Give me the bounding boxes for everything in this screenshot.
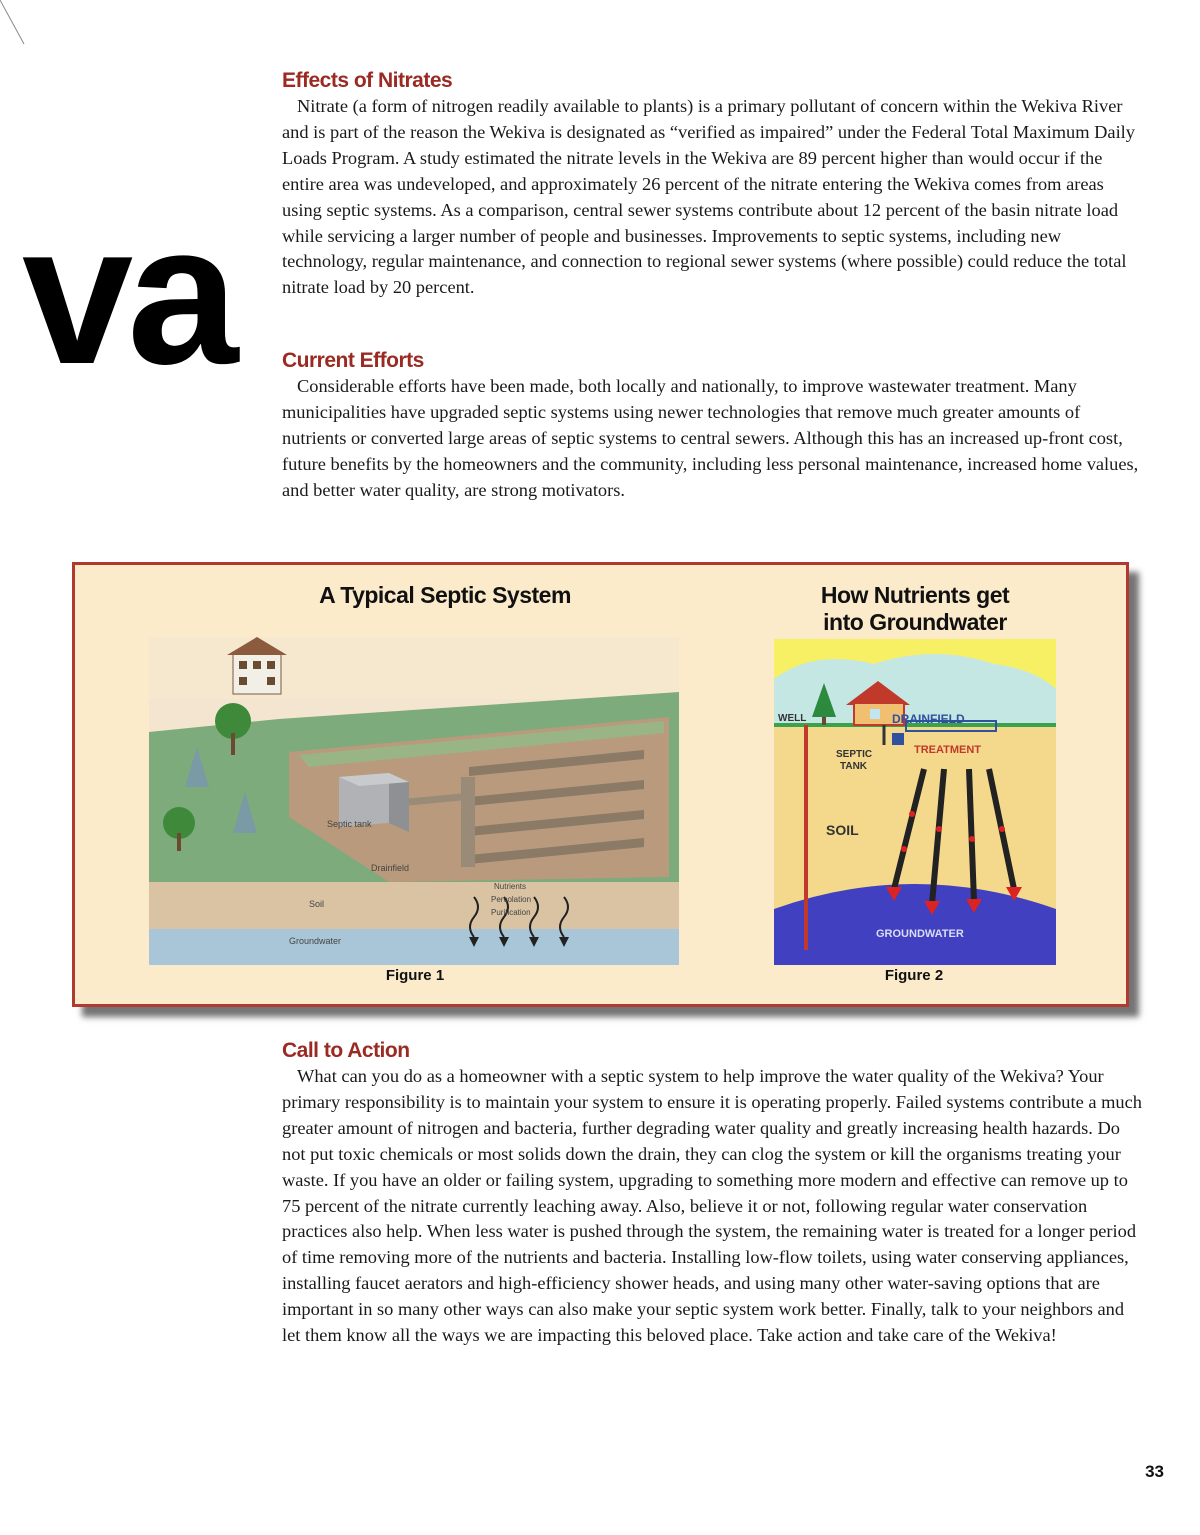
figure-1-title: A Typical Septic System [319, 582, 571, 608]
figure-panel [72, 562, 1129, 1007]
label-groundwater: Groundwater [289, 936, 342, 946]
label-groundwater: GROUNDWATER [876, 928, 964, 940]
heading-call-to-action: Call to Action [282, 1039, 410, 1062]
label-drainfield: DRAINFIELD [892, 712, 965, 726]
paragraph-current-efforts: Considerable efforts have been made, both locally and nationally, to improve wastewater treatment. Many municipalities have upgraded septic systems using newer technologies that remove much greater amounts of nutrients or converted large areas of septic systems to central sewers. Although this has an increased up-front cost, future benefits by the homeowners and the community, including less personal maintenance, increased home values, and better water quality, are strong motivators. [282, 376, 1139, 500]
groundwater-layer [149, 929, 679, 965]
section-effects-of-nitrates [282, 68, 1142, 301]
figure-2-caption: Figure 2 [884, 967, 944, 984]
label-well: WELL [778, 713, 807, 724]
page-number: 33 [1145, 1462, 1164, 1481]
soil-layer [149, 875, 679, 937]
label-percolation: Percolation [491, 895, 532, 904]
label-septic: SEPTIC [836, 749, 873, 760]
label-soil: Soil [309, 899, 325, 909]
label-nutrients: Nutrients [494, 882, 527, 891]
label-soil: SOIL [826, 822, 859, 838]
paragraph-call-to-action: What can you do as a homeowner with a septic system to help improve the water quality of the Wekiva? Your primary responsibility is to maintain your system to ensure it is operating properly. Failed systems contribute a much greater amount of nitrogen and bacteria, further degrading water quality and greatly increasing health hazards. Do not put toxic chemicals or most solids down the drain, they can clog the system or kill the organisms treating your waste. If you have an older or failing system, upgrading to something more modern and effective can remove up to 75 percent of the nitrate currently leaching away. Also, believe it or not, following regular water conservation practices also help. When less water is pushed through the system, the remaining water is treated for a longer period of time removing more of the nutrients and bacteria. Installing low-flow toilets, using water conserving appliances, installing faucet aerators and high-efficiency shower heads, and using many other water-saving options that are important in so many other ways can also make your septic system work better. Finally, talk to your neighbors and let them know all the ways we are impacting this beloved place. Take action and take care of the Wekiva! [282, 1066, 1142, 1346]
label-septic-tank: Septic tank [327, 819, 372, 829]
figure-1-septic-diagram [149, 637, 679, 965]
paragraph-effects-of-nitrates: Nitrate (a form of nitrogen readily available to plants) is a primary pollutant of concern within the Wekiva River and is part of the reason the Wekiva is designated as “verified as impaired” under the Federal Total Maximum Daily Loads Program. A study estimated the nitrate levels in the Wekiva are 89 percent higher than would occur if the entire area was undeveloped, and approximately 26 percent of the nitrate entering the Wekiva comes from areas using septic systems. As a comparison, central sewer systems contribute about 12 percent of the basin nitrate load while servicing a larger number of people and businesses. Improvements to septic systems, including new technology, regular maintenance, and connection to regional sewer systems (where possible) could reduce the total nitrate load by 20 percent. [282, 96, 1135, 298]
bleed-title-fragment: va [22, 183, 233, 406]
well-pipe [804, 725, 808, 950]
label-drainfield: Drainfield [371, 863, 410, 873]
section-current-efforts [282, 348, 1142, 504]
page-corner-fold [0, 0, 26, 46]
label-purification: Purification [491, 908, 531, 917]
label-treatment: TREATMENT [914, 744, 982, 756]
figure-2-title-line1: How Nutrients get [820, 582, 1010, 608]
figure-1-caption: Figure 1 [385, 967, 445, 984]
septic-tank-box [892, 733, 904, 745]
figure-2-title-line2: into Groundwater [823, 609, 1007, 635]
heading-current-efforts: Current Efforts [282, 349, 424, 372]
figure-2-nutrient-diagram [774, 639, 1056, 965]
section-call-to-action [282, 1038, 1142, 1349]
heading-effects-of-nitrates: Effects of Nitrates [282, 69, 453, 92]
label-tank: TANK [840, 761, 868, 772]
figure-2-title [765, 582, 1065, 636]
